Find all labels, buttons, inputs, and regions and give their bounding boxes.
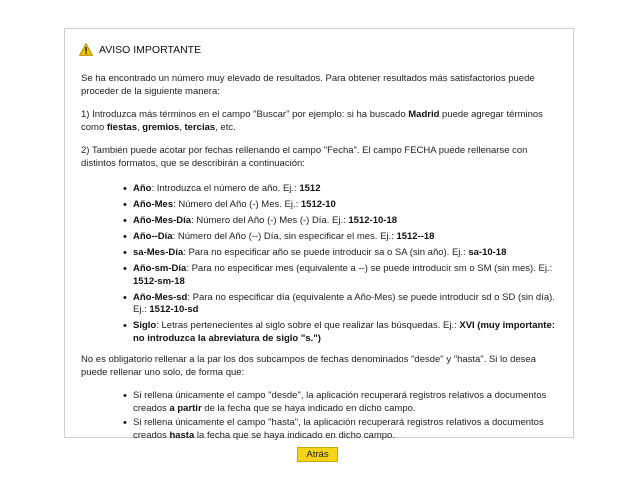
list-item: • sa-Mes-Día: Para no especificar año se puede introducir sa o SA (sin año). Ej.: sa-10-18 (121, 247, 561, 260)
list-item: • Año-sm-Día: Para no especificar mes (equivalente a --) se puede introducir sm o SM (sin mes). Ej.: 1512-sm-18 (121, 263, 561, 288)
date-range-list (121, 390, 561, 442)
notice-content (81, 73, 561, 444)
suggestion-terms: 1) Introduzca más términos en el campo "Buscar" por ejemplo: si ha buscado Madrid puede agregar términos como fiestas, gremios, tercias, etc. (81, 109, 543, 133)
list-item: • Si rellena únicamente el campo "desde", la aplicación recuperará registros relativos a documentos creados a partir de la fecha que se haya indicado en dicho campo. (121, 390, 561, 415)
list-item: • Año: Introduzca el número de año. Ej.: 1512 (121, 183, 561, 196)
list-item: • Si rellena únicamente el campo "hasta", la aplicación recuperará registros relativos a documentos creados hasta la fecha que se haya indicado en dicho campo. (121, 417, 561, 442)
list-item: • Año-Mes: Número del Año (-) Mes. Ej.: 1512-10 (121, 199, 561, 212)
optional-fields-text: No es obligatorio rellenar a la par los dos subcampos de fechas denominados "desde" y "hasta". Si lo desea puede rellenar uno solo, de forma que: (81, 354, 536, 378)
back-button[interactable]: Atrás (297, 447, 338, 462)
notice-panel (64, 28, 574, 441)
warning-icon (79, 43, 93, 56)
list-item: • Año-Mes-sd: Para no especificar día (equivalente a Año-Mes) se puede introducir sd o SD (sin día). Ej.: 1512-10-sd (121, 292, 561, 317)
notice-title: AVISO IMPORTANTE (99, 43, 202, 56)
list-item: • Siglo: Letras pertenecientes al siglo sobre el que realizar las búsquedas. Ej.: XVI (muy importante: no introduzca la abreviatura de siglo "s.") (121, 320, 561, 345)
intro-text: Se ha encontrado un número muy elevado de resultados. Para obtener resultados más satisfactorios puede proceder de la siguiente manera: (81, 73, 535, 97)
date-format-list (121, 183, 561, 345)
list-item: • Año--Día: Número del Año (--) Día, sin especificar el mes. Ej.: 1512--18 (121, 231, 561, 244)
notice-header (79, 43, 201, 56)
suggestion-dates: 2) También puede acotar por fechas rellenando el campo "Fecha". El campo FECHA puede rellenarse con distintos formatos, que se describirán a continuación: (81, 145, 528, 169)
list-item: • Año-Mes-Día: Número del Año (-) Mes (-) Día. Ej.: 1512-10-18 (121, 215, 561, 228)
